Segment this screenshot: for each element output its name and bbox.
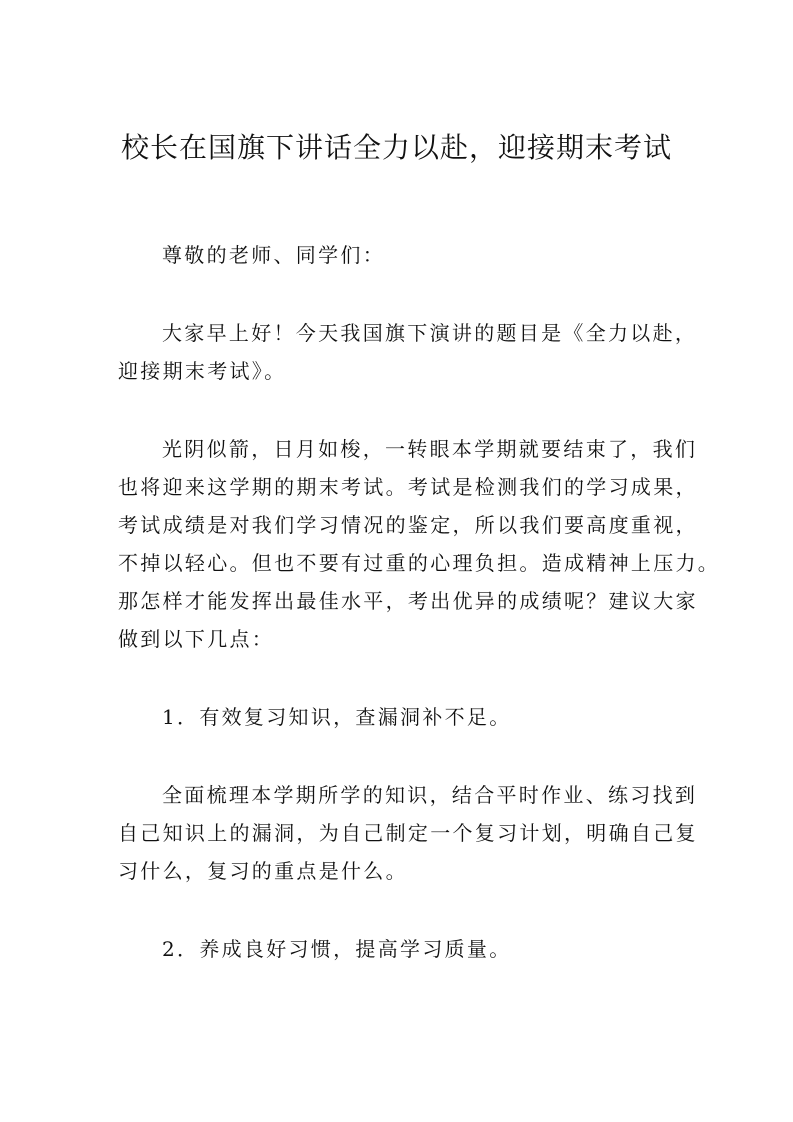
paragraph-line: 迎接期末考试》。 [118,359,287,383]
paragraph [118,430,721,658]
paragraph [118,698,688,736]
paragraph-line: 考试成绩是对我们学习情况的鉴定，所以我们要高度重视， [118,513,698,537]
paragraph-line: 尊敬的老师、同学们： [162,243,385,267]
paragraph-line: 全面梳理本学期所学的知识，结合平时作业、练习找到 [162,783,698,807]
paragraph-line: 那怎样才能发挥出最佳水平，考出优异的成绩呢？建议大家 [118,589,698,613]
paragraph-line: 光阴似箭，日月如梭，一转眼本学期就要结束了，我们 [162,437,698,461]
paragraph-line: 也将迎来这学期的期末考试。考试是检测我们的学习成果， [118,475,698,499]
paragraph-line: 2．养成良好习惯，提高学习质量。 [162,937,512,961]
paragraph [118,314,698,390]
paragraph-line: 做到以下几点： [118,627,275,651]
paragraph-line: 不掉以轻心。但也不要有过重的心理负担。造成精神上压力。 [118,551,721,575]
paragraph-line: 习什么，复习的重点是什么。 [118,859,408,883]
paragraph-line: 自己知识上的漏洞，为自己制定一个复习计划，明确自己复 [118,821,698,845]
document-body [118,236,721,1008]
paragraph-line: 大家早上好！今天我国旗下演讲的题目是《全力以赴， [162,321,698,345]
document-title: 校长在国旗下讲话全力以赴，迎接期末考试 [120,131,672,164]
paragraph-line: 1．有效复习知识，查漏洞补不足。 [162,705,512,729]
paragraph [118,930,688,968]
paragraph [118,776,698,890]
paragraph [118,236,688,274]
